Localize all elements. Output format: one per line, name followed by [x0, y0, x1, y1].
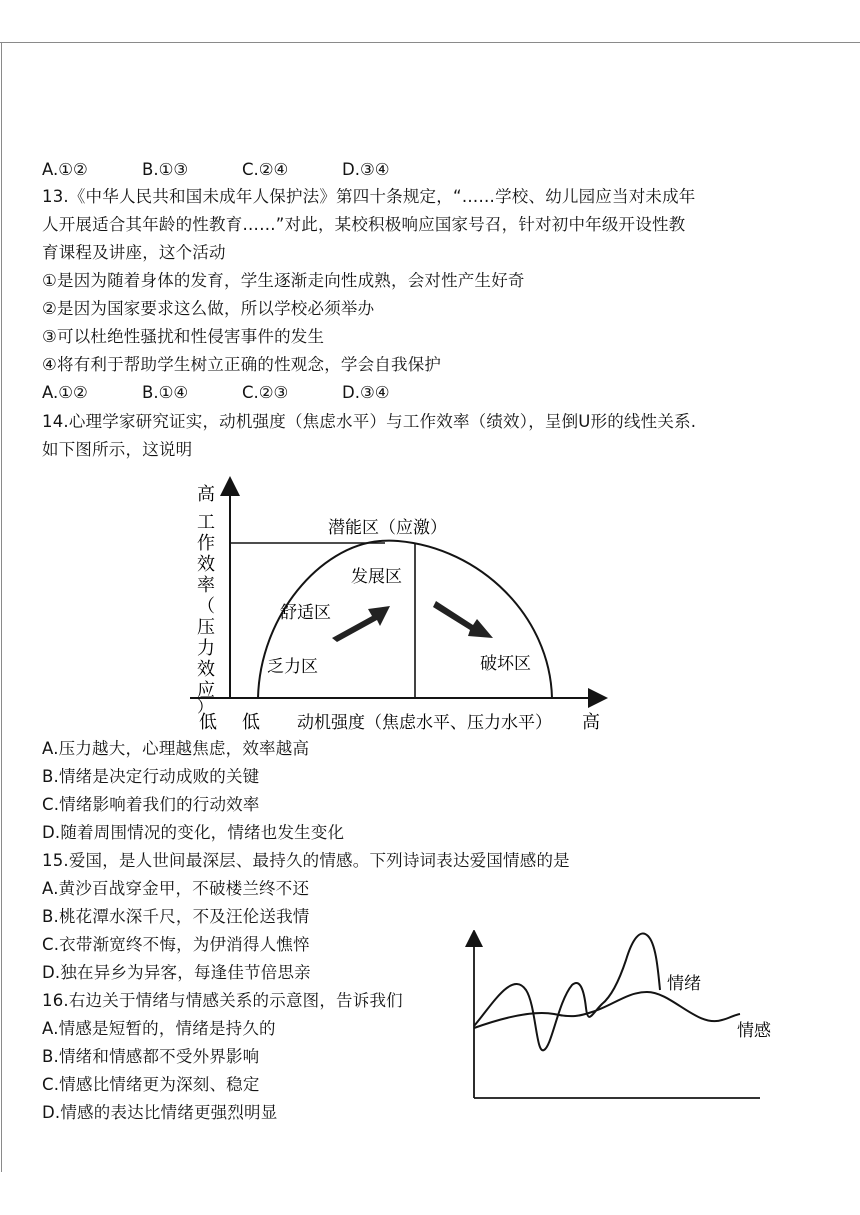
zone-label-develop: 发展区	[351, 567, 402, 587]
q16-option-b: B.情绪和情感都不受外界影响	[42, 1047, 260, 1066]
q15-option-a: A.黄沙百战穿金甲，不破楼兰终不还	[42, 879, 310, 898]
q14-option-d: D.随着周围情况的变化，情绪也发生变化	[42, 823, 345, 842]
inverted-u-figure	[180, 476, 620, 738]
emotion-curve	[474, 933, 660, 1050]
emotion-label: 情绪	[667, 974, 701, 994]
x-axis-high: 高	[582, 712, 600, 733]
q13-option-c: C.②③	[242, 383, 289, 402]
zone-label-lack: 乏力区	[267, 657, 318, 677]
page-left-border	[1, 42, 2, 1172]
q12-options	[42, 159, 442, 181]
q12-option-a: A.①②	[42, 160, 88, 179]
y-axis-char-9: 应	[197, 680, 215, 701]
feeling-curve	[474, 992, 740, 1028]
q14-stem-line-2: 如下图所示，这说明	[42, 440, 193, 459]
zone-label-comfort: 舒适区	[280, 603, 331, 623]
q13-stem-line-1: 13.《中华人民共和国未成年人保护法》第四十条规定，“……学校、幼儿园应当对未成年	[42, 187, 696, 206]
q13-stem-line-3: 育课程及讲座，这个活动	[42, 243, 226, 262]
zone-label-destroy: 破坏区	[480, 654, 531, 674]
q13-options	[42, 382, 442, 404]
y-axis-char-6: 压	[197, 617, 215, 638]
q14-option-b: B.情绪是决定行动成败的关键	[42, 767, 260, 786]
q16-option-d: D.情感的表达比情绪更强烈明显	[42, 1103, 278, 1122]
q14-option-c: C.情绪影响着我们的行动效率	[42, 795, 260, 814]
q14-option-a: A.压力越大，心理越焦虑，效率越高	[42, 739, 310, 758]
y-axis-char-2: 作	[197, 533, 215, 554]
q13-statement-4: ④将有利于帮助学生树立正确的性观念，学会自我保护	[42, 355, 442, 374]
q13-statement-3: ③可以杜绝性骚扰和性侵害事件的发生	[42, 327, 325, 346]
q15-option-d: D.独在异乡为异客，每逢佳节倍思亲	[42, 963, 311, 982]
y-axis-char-3: 效	[197, 554, 215, 575]
y-axis-char-1: 工	[197, 512, 215, 533]
y-axis-low: 低	[199, 712, 217, 733]
q13-statement-2: ②是因为国家要求这么做，所以学校必须举办	[42, 299, 375, 318]
q12-option-d: D.③④	[342, 160, 390, 179]
x-axis-title: 动机强度（焦虑水平、压力水平）	[297, 713, 552, 733]
x-axis-low: 低	[242, 712, 260, 733]
q12-option-b: B.①③	[142, 160, 189, 179]
q14-stem-line-1: 14.心理学家研究证实，动机强度（焦虑水平）与工作效率（绩效），呈倒U形的线性关系.	[42, 412, 697, 431]
q13-option-b: B.①④	[142, 383, 189, 402]
feeling-label: 情感	[737, 1021, 771, 1041]
q16-option-a: A.情感是短暂的，情绪是持久的	[42, 1019, 276, 1038]
y-axis-char-8: 效	[197, 659, 215, 680]
q12-option-c: C.②④	[242, 160, 289, 179]
q13-option-a: A.①②	[42, 383, 88, 402]
y-axis-high: 高	[197, 484, 215, 505]
q15-stem: 15.爱国，是人世间最深层、最持久的情感。下列诗词表达爱国情感的是	[42, 851, 570, 870]
y-axis-char-5: （	[197, 596, 215, 617]
y-axis-char-10: ）	[197, 697, 214, 716]
q13-statement-1: ①是因为随着身体的发育，学生逐渐走向性成熟，会对性产生好奇	[42, 271, 525, 290]
y-axis-char-7: 力	[197, 638, 215, 659]
emotion-feeling-figure	[462, 930, 782, 1105]
q15-option-c: C.衣带渐宽终不悔，为伊消得人憔悴	[42, 935, 310, 954]
q15-option-b: B.桃花潭水深千尺，不及汪伦送我情	[42, 907, 310, 926]
q16-option-c: C.情感比情绪更为深刻、稳定	[42, 1075, 260, 1094]
q13-option-d: D.③④	[342, 383, 390, 402]
page-top-border	[0, 42, 860, 43]
develop-arrow	[332, 606, 390, 642]
destroy-arrow	[433, 601, 493, 638]
q16-stem: 16.右边关于情绪与情感关系的示意图，告诉我们	[42, 991, 403, 1010]
y-axis-char-4: 率	[197, 575, 215, 596]
zone-label-potential: 潜能区（应激）	[328, 518, 447, 538]
q13-stem-line-2: 人开展适合其年龄的性教育……”对此，某校积极响应国家号召，针对初中年级开设性教	[42, 215, 686, 234]
